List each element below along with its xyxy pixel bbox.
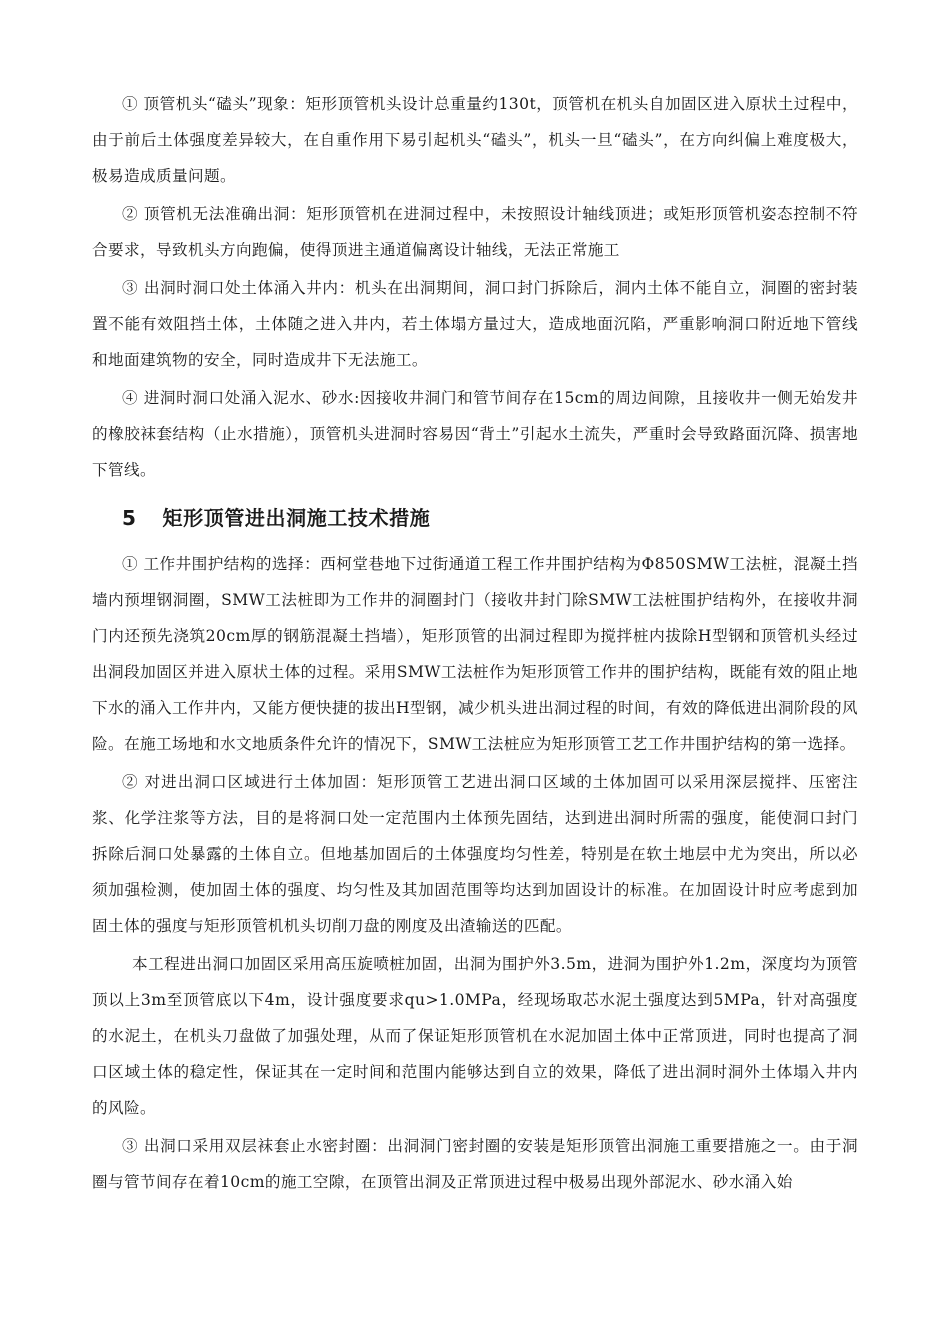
paragraph-4: ④ 进洞时洞口处涌入泥水、砂水:因接收井洞门和管节间存在15cm的周边间隙，且接收井一侧无始发井的橡胶袜套结构（止水措施），顶管机头进洞时容易因“背土”引起水土流失，严重时会导致路面沉降、损害地下管线。 (92, 389, 858, 479)
paragraph-8: ③ 出洞口采用双层袜套止水密封圈：出洞洞门密封圈的安装是矩形顶管出洞施工重要措施之一。由于洞圈与管节间存在着10cm的施工空隙，在顶管出洞及正常顶进过程中极易出现外部泥水、砂水涌入始 (92, 1137, 858, 1191)
section-title: 矩形顶管进出洞施工技术措施 (162, 506, 431, 530)
section-heading (122, 498, 858, 538)
paragraph-7: 本工程进出洞口加固区采用高压旋喷桩加固，出洞为围护外3.5m，进洞为围护外1.2m，深度均为顶管顶以上3m至顶管底以下4m，设计强度要求qu>1.0MPa，经现场取芯水泥土强度达到5MPa，针对高强度的水泥土，在机头刀盘做了加强处理，从而了保证矩形顶管机在水泥加固土体中正常顶进，同时也提高了洞口区域土体的稳定性，保证其在一定时间和范围内能够达到自立的效果，降低了进出洞时洞外土体塌入井内的风险。 (92, 955, 858, 1117)
paragraph-2: ② 顶管机无法准确出洞：矩形顶管机在进洞过程中，未按照设计轴线顶进；或矩形顶管机姿态控制不符合要求，导致机头方向跑偏，使得顶进主通道偏离设计轴线，无法正常施工 (92, 205, 858, 259)
paragraph-5: ① 工作井围护结构的选择：西柯堂巷地下过街通道工程工作井围护结构为Φ850SMW工法桩，混凝土挡墙内预埋钢洞圈，SMW工法桩即为工作井的洞圈封门（接收井封门除SMW工法桩围护结构外，在接收井洞门内还预先浇筑20cm厚的钢筋混凝土挡墙），矩形顶管的出洞过程即为搅拌桩内拔除H型钢和顶管机头经过出洞段加固区并进入原状土体的过程。采用SMW工法桩作为矩形顶管工作井的围护结构，既能有效的阻止地下水的涌入工作井内，又能方便快捷的拔出H型钢，减少机头进出洞过程的时间，有效的降低进出洞阶段的风险。在施工场地和水文地质条件允许的情况下，SMW工法桩应为矩形顶管工艺工作井围护结构的第一选择。 (92, 555, 858, 753)
paragraph-6: ② 对进出洞口区域进行土体加固：矩形顶管工艺进出洞口区域的土体加固可以采用深层搅拌、压密注浆、化学注浆等方法，目的是将洞口处一定范围内土体预先固结，达到进出洞时所需的强度，能使洞口封门拆除后洞口处暴露的土体自立。但地基加固后的土体强度均匀性差，特别是在软土地层中尤为突出，所以必须加强检测，使加固土体的强度、均匀性及其加固范围等均达到加固设计的标准。在加固设计时应考虑到加固土体的强度与矩形顶管机机头切削刀盘的刚度及出渣输送的匹配。 (92, 773, 858, 935)
section-number: 5 (122, 506, 137, 530)
paragraph-3: ③ 出洞时洞口处土体涌入井内：机头在出洞期间，洞口封门拆除后，洞内土体不能自立，洞圈的密封装置不能有效阻挡土体，土体随之进入井内，若土体塌方量过大，造成地面沉陷，严重影响洞口附近地下管线和地面建筑物的安全，同时造成井下无法施工。 (92, 279, 858, 369)
paragraph-1: ① 顶管机头“磕头”现象：矩形顶管机头设计总重量约130t，顶管机在机头自加固区进入原状土过程中，由于前后土体强度差异较大，在自重作用下易引起机头“磕头”，机头一旦“磕头”，在方向纠偏上难度极大，极易造成质量问题。 (92, 95, 858, 185)
